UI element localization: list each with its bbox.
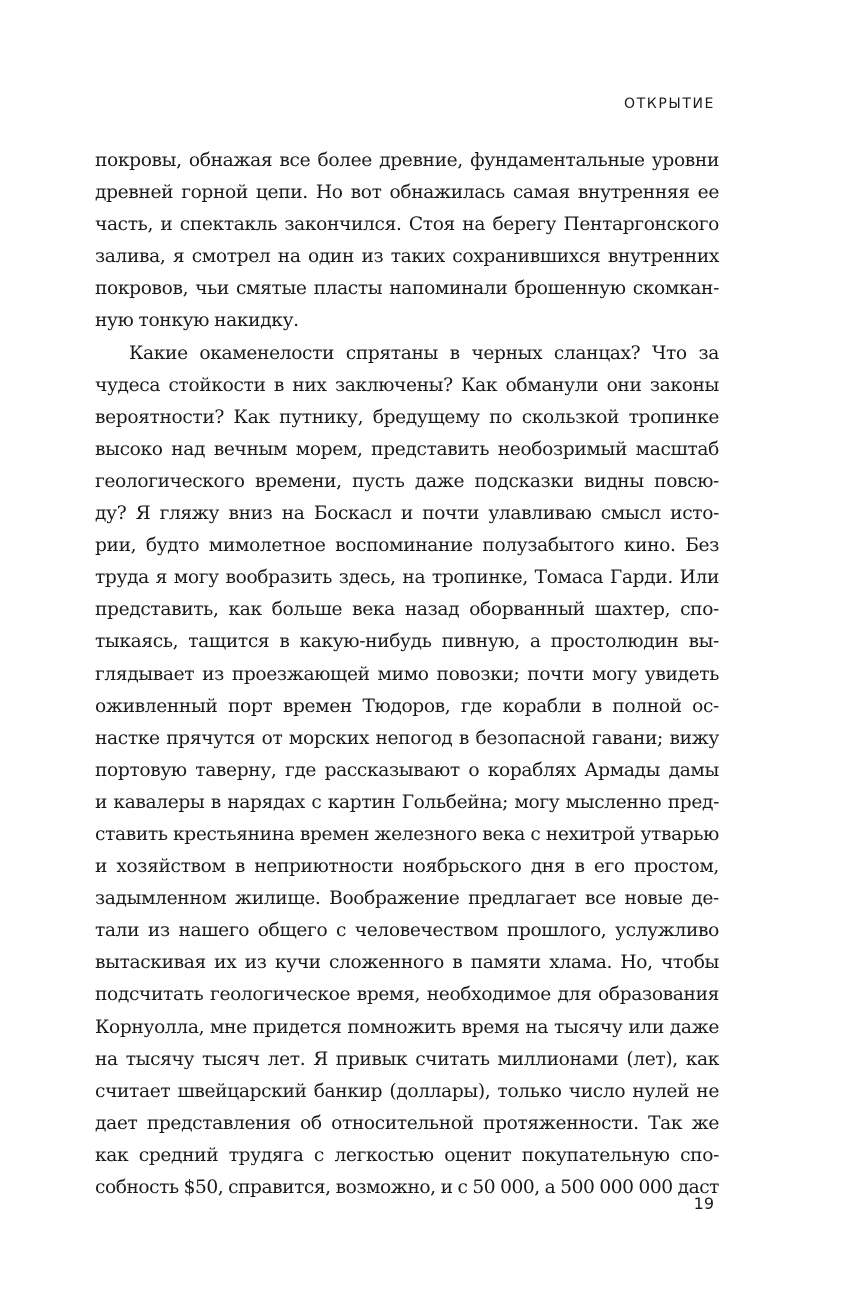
text-line: покровы, обнажая все более древние, фундаментальные уровни — [95, 150, 719, 171]
text-line: высоко над вечным морем, представить необозримый масштаб — [95, 438, 719, 460]
text-line: глядывает из проезжающей мимо повозки; почти могу увидеть — [95, 663, 719, 685]
text-line: считает швейцарский банкир (доллары), только число нулей не — [95, 1080, 719, 1102]
text-line: геологического времени, пусть даже подсказки видны повсю- — [95, 470, 719, 492]
paragraph-1 — [95, 145, 719, 338]
text-line: ставить крестьянина времен железного века с нехитрой утварью — [95, 823, 719, 845]
body-text — [95, 145, 719, 1204]
text-line: труда я могу вообразить здесь, на тропинке, Томаса Гарди. Или — [95, 567, 719, 589]
text-line: дает представления об относительной протяженности. Так же — [95, 1112, 719, 1134]
text-line: задымленном жилище. Воображение предлагает все новые де- — [95, 888, 719, 910]
text-line: чудеса стойкости в них заключены? Как обманули они законы — [95, 374, 719, 396]
text-line: собность $50, справится, возможно, и с 50 000, а 500 000 000 даст — [95, 1177, 720, 1198]
text-line: ную тонкую накидку. — [95, 310, 299, 332]
text-line: вероятности? Как путнику, бредущему по скользкой тропинке — [95, 406, 719, 428]
paragraph-2 — [95, 338, 719, 1205]
text-line: тыкаясь, тащится в какую-нибудь пивную, а простолюдин вы- — [95, 631, 719, 653]
text-line: вытаскивая их из кучи сложенного в памяти хлама. Но, чтобы — [95, 952, 719, 974]
text-line: Корнуолла, мне придется помножить время на тысячу или даже — [95, 1016, 719, 1038]
page-number: 19 — [693, 1194, 714, 1213]
text-line: подсчитать геологическое время, необходимое для образования — [95, 984, 719, 1006]
text-line: портовую таверну, где рассказывают о кораблях Армады дамы — [95, 759, 719, 781]
text-line: Какие окаменелости спрятаны в черных сланцах? Что за — [129, 342, 719, 364]
text-line: залива, я смотрел на один из таких сохранившихся внутренних — [95, 246, 719, 268]
text-line: на тысячу тысяч лет. Я привык считать миллионами (лет), как — [95, 1048, 719, 1070]
text-line: рии, будто мимолетное воспоминание полузабытого кино. Без — [95, 535, 719, 557]
text-line: как средний трудяга с легкостью оценит покупательную спо- — [95, 1144, 719, 1166]
text-line: покровов, чьи смятые пласты напоминали брошенную скомкан- — [95, 278, 719, 300]
text-line: представить, как больше века назад оборванный шахтер, спо- — [95, 599, 719, 621]
text-line: и кавалеры в нарядах с картин Гольбейна; могу мысленно пред- — [95, 791, 719, 813]
text-line: ду? Я гляжу вниз на Боскасл и почти улавливаю смысл исто- — [95, 503, 719, 525]
text-line: настке прячутся от морских непогод в безопасной гавани; вижу — [95, 727, 719, 749]
text-line: часть, и спектакль закончился. Стоя на берегу Пентаргонского — [95, 214, 719, 236]
text-line: оживленный порт времен Тюдоров, где корабли в полной ос- — [95, 695, 719, 717]
running-head: ОТКРЫТИЕ — [624, 96, 715, 112]
text-line: древней горной цепи. Но вот обнажилась самая внутренняя ее — [95, 182, 719, 204]
text-line: и хозяйством в неприютности ноябрьского дня в его простом, — [95, 856, 719, 878]
text-line: тали из нашего общего с человечеством прошлого, услужливо — [95, 920, 719, 942]
